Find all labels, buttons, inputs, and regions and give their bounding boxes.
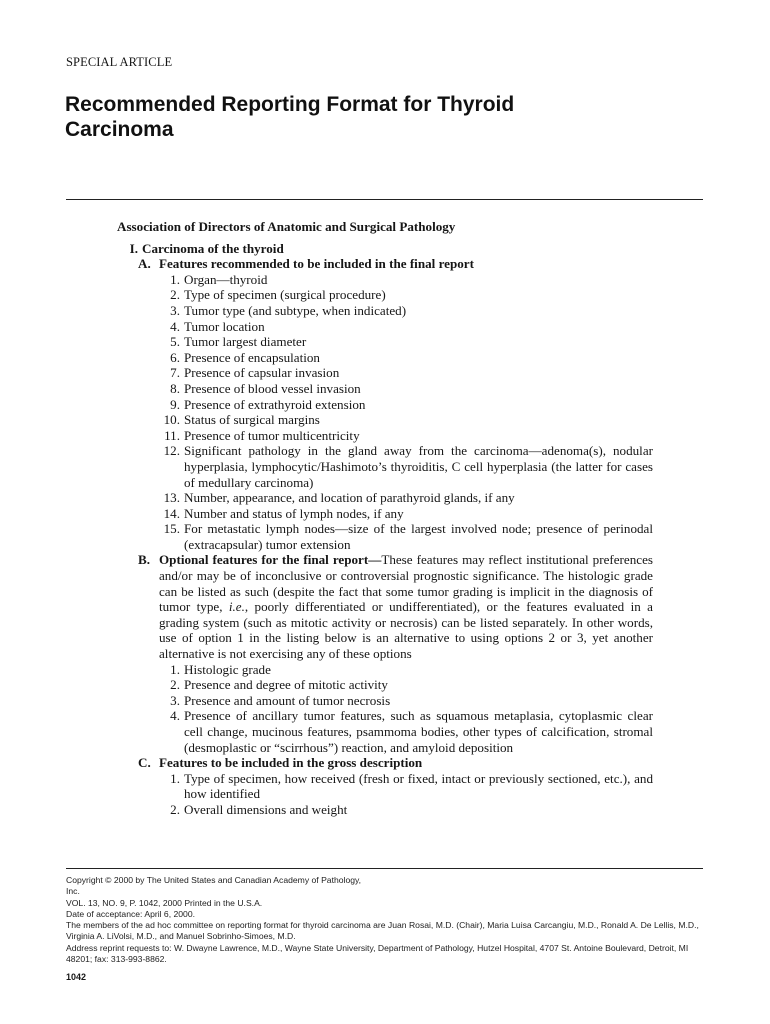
acceptance-note: Date of acceptance: April 6, 2000. [66,908,195,919]
volume-note: VOL. 13, NO. 9, P. 1042, 2000 Printed in the U.S.A. [66,897,263,908]
list-item: 13. Number, appearance, and location of parathyroid glands, if any [163,490,515,506]
section-heading-I [117,241,653,257]
list-item: 10. Status of surgical margins [163,412,320,428]
subsection-C [138,755,653,817]
subsection-heading-A [138,256,653,272]
list-item: 8. Presence of blood vessel invasion [170,380,361,396]
list-item: 2. Type of specimen (surgical procedure) [170,287,386,303]
organization-heading: Association of Directors of Anatomic and Surgical Pathology [117,219,456,234]
list-item: 11. Presence of tumor multicentricity [164,427,360,443]
section-number: I. [129,240,138,256]
article-body [117,219,653,818]
list-item: 9. Presence of extrathyroid extension [170,396,366,412]
subsection-letter: B. [138,552,151,568]
list-item: 5. Tumor largest diameter [170,334,307,350]
header-rule [66,199,703,200]
footnote-rule [66,868,703,869]
footnotes [66,875,706,965]
reprint-note: Address reprint requests to: W. Dwayne Lawrence, M.D., Wayne State University, Department of Pathology, Hutzel Hospital, 4707 St. Antoine Boulevard, Detroit, MI 48201; fax: 313-993-8862. [66,942,689,965]
list-item: 7. Presence of capsular invasion [170,365,340,381]
subsection-title: Optional features for the final report— [159,552,382,568]
required-features-list [138,272,653,553]
list-item: 1. Histologic grade [170,661,271,677]
subsection-paragraph: Optional features for the final report—These features may reflect institutional preferences and/or may be of inconclusive or controversial prognostic significance. The histologic grade can be listed as such (despite the fact that some tumor grading is implicit in the diagnosis of tumor type, i.e., poorly differentiated or undifferentiated), or the features evaluated in a grading system (such as mitotic activity or necrosis) can be listed separately. In other words, use of option 1 in the listing below is an alternative to using options 2 or 3, yet another alternative is not exercising any of these options [159,552,653,662]
committee-note: The members of the ad hoc committee on reporting format for thyroid carcinoma are Juan Rosai, M.D. (Chair), Maria Luisa Carcangiu, M.D., Ronald A. De Lellis, M.D., Virginia A. LiVolsi, M.D., and Manuel Sobrinho-Simoes, M.D. [66,920,699,942]
subsection-title: Features recommended to be included in the final report [159,256,474,272]
section-title: Carcinoma of the thyroid [142,240,284,256]
list-item: 6. Presence of encapsulation [170,349,320,365]
subsection-B [138,552,653,755]
copyright-note: Copyright © 2000 by The United States and Canadian Academy of Pathology, Inc. [66,875,362,897]
list-item: 3. Tumor type (and subtype, when indicated) [170,302,407,318]
list-item: 4. Presence of ancillary tumor features, such as squamous metaplasia, cytoplasmic clear cell change, mucinous features, psammoma bodies, other types of calcification, stromal (desmoplastic or “scirrhous”) reaction, and amyloid deposition [170,708,653,755]
subsection-A [138,256,653,552]
list-item: 15. For metastatic lymph nodes—size of the largest involved node; presence of perinodal (extracapsular) tumor extension [163,521,653,552]
list-item: 1. Type of specimen, how received (fresh or fixed, intact or previously sectioned, etc.), and how identified [170,770,653,802]
subsection-letter: A. [138,256,151,272]
gross-description-list [138,771,653,818]
list-item: 12. Significant pathology in the gland away from the carcinoma—adenoma(s), nodular hyperplasia, lymphocytic/Hashimoto’s thyroiditis, C cell hyperplasia (the latter for cases of medullary carcinoma) [163,443,653,490]
page-number: 1042 [66,972,87,982]
list-item: 14. Number and status of lymph nodes, if any [163,505,404,521]
list-item: 2. Overall dimensions and weight [170,801,348,817]
article-title: Recommended Reporting Format for Thyroid Carcinoma [65,93,515,141]
list-item: 3. Presence and amount of tumor necrosis [170,692,391,708]
section-label: SPECIAL ARTICLE [66,55,173,69]
optional-features-list [138,662,653,756]
subsection-title: Features to be included in the gross description [159,755,423,771]
subsection-heading-B [138,552,653,661]
list-item: 2. Presence and degree of mitotic activity [170,677,388,693]
subsection-heading-C [138,755,653,771]
subsection-letter: C. [138,755,151,771]
list-item: 4. Tumor location [170,318,265,334]
list-item: 1. Organ—thyroid [170,271,268,287]
